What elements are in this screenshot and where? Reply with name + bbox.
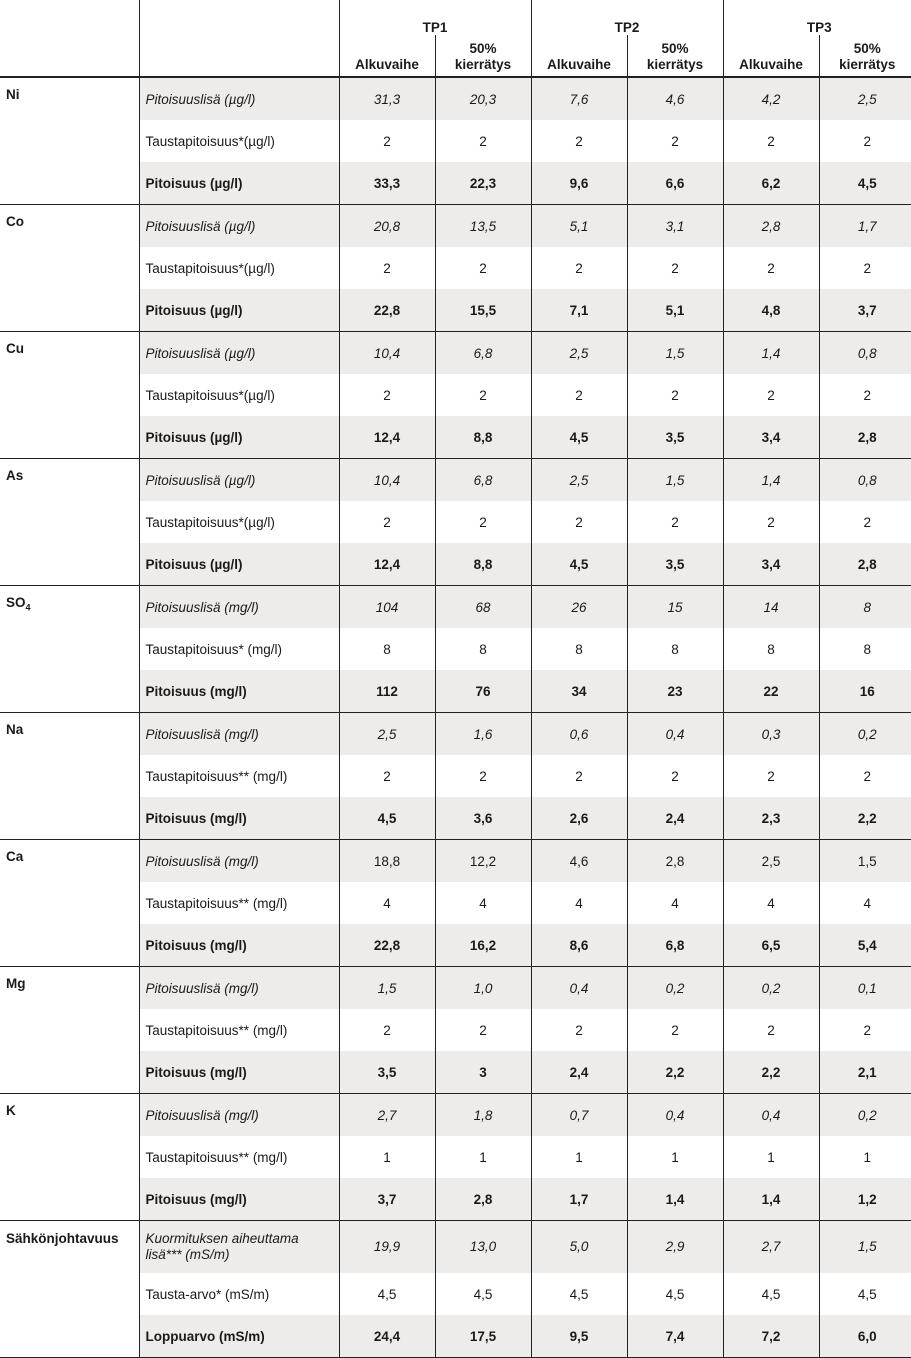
value-cell: 1,4 xyxy=(723,332,819,375)
value-cell: 7,2 xyxy=(723,1315,819,1358)
value-cell: 1,6 xyxy=(435,713,531,756)
value-cell: 2,9 xyxy=(627,1221,723,1274)
value-cell: 1,4 xyxy=(723,1178,819,1221)
value-cell: 7,1 xyxy=(531,289,627,332)
value-cell: 1,5 xyxy=(819,840,911,883)
value-cell: 2 xyxy=(531,1009,627,1051)
value-cell: 4,5 xyxy=(531,1273,627,1315)
value-cell: 3,7 xyxy=(339,1178,435,1221)
header-empty-cell xyxy=(0,0,139,35)
value-cell: 22 xyxy=(723,670,819,713)
value-cell: 2,2 xyxy=(723,1051,819,1094)
value-cell: 2 xyxy=(435,1009,531,1051)
value-cell: 24,4 xyxy=(339,1315,435,1358)
value-cell: 33,3 xyxy=(339,162,435,205)
element-name-cell xyxy=(0,1136,139,1178)
value-cell: 1 xyxy=(339,1136,435,1178)
value-cell: 4,5 xyxy=(819,162,911,205)
value-cell: 8 xyxy=(819,628,911,670)
element-name-cell xyxy=(0,1178,139,1221)
row-label: Pitoisuus (mg/l) xyxy=(139,924,339,967)
value-cell: 2 xyxy=(339,1009,435,1051)
value-cell: 2 xyxy=(819,755,911,797)
row-label: Pitoisuuslisä (mg/l) xyxy=(139,1094,339,1137)
row-label: Pitoisuuslisä (µg/l) xyxy=(139,205,339,248)
value-cell: 2 xyxy=(339,120,435,162)
value-cell: 1,7 xyxy=(819,205,911,248)
value-cell: 2 xyxy=(435,501,531,543)
value-cell: 2 xyxy=(819,374,911,416)
value-cell: 5,0 xyxy=(531,1221,627,1274)
value-cell: 0,4 xyxy=(531,967,627,1010)
value-cell: 2 xyxy=(339,501,435,543)
table-row xyxy=(0,247,911,289)
value-cell: 13,0 xyxy=(435,1221,531,1274)
element-name-cell xyxy=(0,501,139,543)
header-group-tp2: TP2 xyxy=(531,0,723,35)
value-cell: 0,1 xyxy=(819,967,911,1010)
value-cell: 2 xyxy=(339,247,435,289)
header-subcol-initial: Alkuvaihe xyxy=(339,35,435,77)
value-cell: 20,3 xyxy=(435,77,531,120)
row-label: Pitoisuuslisä (mg/l) xyxy=(139,967,339,1010)
value-cell: 4,5 xyxy=(435,1273,531,1315)
row-label: Pitoisuus (µg/l) xyxy=(139,416,339,459)
element-name-cell xyxy=(0,1094,139,1137)
table-body xyxy=(0,77,911,1358)
value-cell: 1 xyxy=(531,1136,627,1178)
value-cell: 17,5 xyxy=(435,1315,531,1358)
value-cell: 0,2 xyxy=(627,967,723,1010)
value-cell: 5,1 xyxy=(531,205,627,248)
header-group-tp3: TP3 xyxy=(723,0,911,35)
table-row xyxy=(0,628,911,670)
value-cell: 16 xyxy=(819,670,911,713)
value-cell: 0,8 xyxy=(819,459,911,502)
value-cell: 2 xyxy=(723,1009,819,1051)
value-cell: 8 xyxy=(339,628,435,670)
value-cell: 6,2 xyxy=(723,162,819,205)
value-cell: 2 xyxy=(435,120,531,162)
value-cell: 2 xyxy=(627,501,723,543)
value-cell: 2 xyxy=(723,755,819,797)
value-cell: 1 xyxy=(819,1136,911,1178)
table-row xyxy=(0,797,911,840)
value-cell: 31,3 xyxy=(339,77,435,120)
value-cell: 2,5 xyxy=(531,459,627,502)
element-name-cell xyxy=(0,1273,139,1315)
value-cell: 0,2 xyxy=(723,967,819,1010)
value-cell: 4,2 xyxy=(723,77,819,120)
table-row xyxy=(0,1009,911,1051)
value-cell: 2,4 xyxy=(531,1051,627,1094)
element-name-cell xyxy=(0,416,139,459)
element-name-cell xyxy=(0,840,139,883)
header-group-tp1: TP1 xyxy=(339,0,531,35)
value-cell: 8,8 xyxy=(435,543,531,586)
value-cell: 8,6 xyxy=(531,924,627,967)
table-row xyxy=(0,332,911,375)
value-cell: 2,5 xyxy=(723,840,819,883)
value-cell: 1,4 xyxy=(723,459,819,502)
row-label: Taustapitoisuus** (mg/l) xyxy=(139,1136,339,1178)
table-row xyxy=(0,1051,911,1094)
value-cell: 10,4 xyxy=(339,459,435,502)
row-label: Taustapitoisuus*(µg/l) xyxy=(139,247,339,289)
value-cell: 6,8 xyxy=(627,924,723,967)
value-cell: 76 xyxy=(435,670,531,713)
element-name-cell xyxy=(0,459,139,502)
value-cell: 8,8 xyxy=(435,416,531,459)
element-name-cell xyxy=(0,1051,139,1094)
value-cell: 2 xyxy=(819,247,911,289)
value-cell: 4,5 xyxy=(531,543,627,586)
value-cell: 4,5 xyxy=(819,1273,911,1315)
value-cell: 14 xyxy=(723,586,819,629)
value-cell: 15 xyxy=(627,586,723,629)
value-cell: 6,8 xyxy=(435,332,531,375)
value-cell: 34 xyxy=(531,670,627,713)
value-cell: 3,4 xyxy=(723,543,819,586)
element-name: SO xyxy=(6,595,26,610)
value-cell: 2 xyxy=(627,1009,723,1051)
row-label: Pitoisuuslisä (µg/l) xyxy=(139,459,339,502)
value-cell: 4,5 xyxy=(627,1273,723,1315)
table-row xyxy=(0,670,911,713)
value-cell: 3,5 xyxy=(627,543,723,586)
value-cell: 3,7 xyxy=(819,289,911,332)
table-row xyxy=(0,1315,911,1358)
value-cell: 3 xyxy=(435,1051,531,1094)
value-cell: 2 xyxy=(531,755,627,797)
element-name-cell xyxy=(0,1009,139,1051)
table-row xyxy=(0,1136,911,1178)
value-cell: 0,4 xyxy=(627,713,723,756)
value-cell: 1 xyxy=(435,1136,531,1178)
value-cell: 2,7 xyxy=(723,1221,819,1274)
header-empty-cell xyxy=(0,35,139,77)
value-cell: 2,8 xyxy=(819,543,911,586)
value-cell: 2 xyxy=(531,247,627,289)
value-cell: 2,2 xyxy=(819,797,911,840)
value-cell: 2,5 xyxy=(819,77,911,120)
table-row xyxy=(0,374,911,416)
element-name-cell xyxy=(0,924,139,967)
value-cell: 8 xyxy=(627,628,723,670)
value-cell: 22,8 xyxy=(339,924,435,967)
value-cell: 13,5 xyxy=(435,205,531,248)
table-row xyxy=(0,1094,911,1137)
value-cell: 2,7 xyxy=(339,1094,435,1137)
value-cell: 1,4 xyxy=(627,1178,723,1221)
row-label: Taustapitoisuus*(µg/l) xyxy=(139,501,339,543)
row-label: Pitoisuus (mg/l) xyxy=(139,797,339,840)
row-label: Loppuarvo (mS/m) xyxy=(139,1315,339,1358)
value-cell: 5,1 xyxy=(627,289,723,332)
value-cell: 0,4 xyxy=(627,1094,723,1137)
value-cell: 2 xyxy=(723,247,819,289)
row-label: Taustapitoisuus** (mg/l) xyxy=(139,882,339,924)
value-cell: 1,5 xyxy=(627,459,723,502)
value-cell: 2,5 xyxy=(531,332,627,375)
value-cell: 2 xyxy=(627,755,723,797)
element-name-cell xyxy=(0,882,139,924)
row-label: Pitoisuus (mg/l) xyxy=(139,1178,339,1221)
value-cell: 2 xyxy=(435,247,531,289)
value-cell: 2,2 xyxy=(627,1051,723,1094)
value-cell: 6,6 xyxy=(627,162,723,205)
value-cell: 4 xyxy=(627,882,723,924)
table-row xyxy=(0,120,911,162)
element-name: Sähkönjohtavuus xyxy=(6,1231,119,1246)
value-cell: 0,3 xyxy=(723,713,819,756)
value-cell: 5,4 xyxy=(819,924,911,967)
value-cell: 104 xyxy=(339,586,435,629)
table-row xyxy=(0,205,911,248)
value-cell: 1,5 xyxy=(339,967,435,1010)
value-cell: 4,5 xyxy=(339,1273,435,1315)
table-row xyxy=(0,713,911,756)
value-cell: 3,4 xyxy=(723,416,819,459)
value-cell: 2 xyxy=(723,374,819,416)
value-cell: 0,2 xyxy=(819,1094,911,1137)
header-subcol-initial: Alkuvaihe xyxy=(723,35,819,77)
value-cell: 6,5 xyxy=(723,924,819,967)
value-cell: 22,8 xyxy=(339,289,435,332)
value-cell: 15,5 xyxy=(435,289,531,332)
value-cell: 2 xyxy=(435,755,531,797)
row-label: Tausta-arvo* (mS/m) xyxy=(139,1273,339,1315)
value-cell: 2,1 xyxy=(819,1051,911,1094)
value-cell: 4 xyxy=(819,882,911,924)
row-label: Taustapitoisuus*(µg/l) xyxy=(139,374,339,416)
header-empty-cell xyxy=(139,0,339,35)
value-cell: 1 xyxy=(723,1136,819,1178)
value-cell: 3,6 xyxy=(435,797,531,840)
element-name: Ni xyxy=(6,87,20,102)
value-cell: 2 xyxy=(339,755,435,797)
element-name-cell xyxy=(0,713,139,756)
row-label: Taustapitoisuus** (mg/l) xyxy=(139,755,339,797)
value-cell: 0,8 xyxy=(819,332,911,375)
row-label: Pitoisuus (mg/l) xyxy=(139,670,339,713)
table-row xyxy=(0,840,911,883)
value-cell: 3,5 xyxy=(627,416,723,459)
value-cell: 4,5 xyxy=(531,416,627,459)
value-cell: 23 xyxy=(627,670,723,713)
element-name-cell xyxy=(0,374,139,416)
value-cell: 3,5 xyxy=(339,1051,435,1094)
header-subcol-recycling: 50% kierrätys xyxy=(819,35,911,77)
table-row xyxy=(0,501,911,543)
table-row xyxy=(0,586,911,629)
value-cell: 18,8 xyxy=(339,840,435,883)
element-name: Na xyxy=(6,722,24,737)
table-row xyxy=(0,967,911,1010)
row-label: Pitoisuus (µg/l) xyxy=(139,289,339,332)
value-cell: 4,5 xyxy=(723,1273,819,1315)
value-cell: 12,2 xyxy=(435,840,531,883)
value-cell: 4 xyxy=(435,882,531,924)
value-cell: 2 xyxy=(723,501,819,543)
value-cell: 2,8 xyxy=(627,840,723,883)
element-name-cell xyxy=(0,543,139,586)
header-subcol-initial: Alkuvaihe xyxy=(531,35,627,77)
value-cell: 2 xyxy=(627,247,723,289)
value-cell: 3,1 xyxy=(627,205,723,248)
table-row xyxy=(0,924,911,967)
value-cell: 20,8 xyxy=(339,205,435,248)
value-cell: 19,9 xyxy=(339,1221,435,1274)
element-name-cell xyxy=(0,247,139,289)
value-cell: 68 xyxy=(435,586,531,629)
value-cell: 7,6 xyxy=(531,77,627,120)
element-name-cell xyxy=(0,1221,139,1274)
value-cell: 2 xyxy=(819,1009,911,1051)
element-name: K xyxy=(6,1103,16,1118)
table-row xyxy=(0,882,911,924)
value-cell: 0,6 xyxy=(531,713,627,756)
value-cell: 6,8 xyxy=(435,459,531,502)
element-name-cell xyxy=(0,586,139,629)
element-name-cell xyxy=(0,205,139,248)
row-label: Kuormituksen aiheuttama lisä*** (mS/m) xyxy=(139,1221,339,1274)
value-cell: 2 xyxy=(627,374,723,416)
row-label: Pitoisuus (µg/l) xyxy=(139,543,339,586)
table-row xyxy=(0,1221,911,1274)
row-label: Taustapitoisuus* (mg/l) xyxy=(139,628,339,670)
element-name: Mg xyxy=(6,976,26,991)
table-header xyxy=(0,0,911,77)
value-cell: 8 xyxy=(531,628,627,670)
value-cell: 26 xyxy=(531,586,627,629)
row-label: Pitoisuuslisä (µg/l) xyxy=(139,77,339,120)
table-row xyxy=(0,543,911,586)
row-label: Pitoisuuslisä (mg/l) xyxy=(139,713,339,756)
element-name-cell xyxy=(0,670,139,713)
element-name: As xyxy=(6,468,24,483)
element-name-cell xyxy=(0,120,139,162)
value-cell: 2 xyxy=(531,374,627,416)
element-name-cell xyxy=(0,797,139,840)
value-cell: 2 xyxy=(723,120,819,162)
value-cell: 2,8 xyxy=(435,1178,531,1221)
element-subscript: 4 xyxy=(25,602,31,613)
element-name-cell xyxy=(0,967,139,1010)
value-cell: 4 xyxy=(531,882,627,924)
table-row xyxy=(0,77,911,120)
value-cell: 4,8 xyxy=(723,289,819,332)
value-cell: 2 xyxy=(531,501,627,543)
element-name: Co xyxy=(6,214,24,229)
value-cell: 12,4 xyxy=(339,416,435,459)
value-cell: 4,6 xyxy=(627,77,723,120)
value-cell: 22,3 xyxy=(435,162,531,205)
value-cell: 1 xyxy=(627,1136,723,1178)
header-subcol-recycling: 50% kierrätys xyxy=(627,35,723,77)
value-cell: 2,8 xyxy=(723,205,819,248)
value-cell: 4 xyxy=(339,882,435,924)
value-cell: 8 xyxy=(819,586,911,629)
value-cell: 9,6 xyxy=(531,162,627,205)
row-label: Pitoisuuslisä (µg/l) xyxy=(139,332,339,375)
row-label: Pitoisuus (mg/l) xyxy=(139,1051,339,1094)
element-name-cell xyxy=(0,289,139,332)
value-cell: 9,5 xyxy=(531,1315,627,1358)
table-row xyxy=(0,755,911,797)
row-label: Pitoisuuslisä (mg/l) xyxy=(139,840,339,883)
value-cell: 16,2 xyxy=(435,924,531,967)
value-cell: 8 xyxy=(435,628,531,670)
value-cell: 2 xyxy=(435,374,531,416)
value-cell: 6,0 xyxy=(819,1315,911,1358)
element-name-cell xyxy=(0,1315,139,1358)
header-subcol-recycling: 50% kierrätys xyxy=(435,35,531,77)
value-cell: 12,4 xyxy=(339,543,435,586)
value-cell: 2 xyxy=(339,374,435,416)
value-cell: 2,8 xyxy=(819,416,911,459)
element-name-cell xyxy=(0,332,139,375)
value-cell: 8 xyxy=(723,628,819,670)
element-name-cell xyxy=(0,162,139,205)
value-cell: 2,3 xyxy=(723,797,819,840)
element-name-cell xyxy=(0,628,139,670)
value-cell: 112 xyxy=(339,670,435,713)
row-label: Taustapitoisuus** (mg/l) xyxy=(139,1009,339,1051)
element-name: Ca xyxy=(6,849,24,864)
value-cell: 7,4 xyxy=(627,1315,723,1358)
value-cell: 2 xyxy=(819,501,911,543)
value-cell: 4,5 xyxy=(339,797,435,840)
value-cell: 0,2 xyxy=(819,713,911,756)
value-cell: 1,0 xyxy=(435,967,531,1010)
row-label: Pitoisuuslisä (mg/l) xyxy=(139,586,339,629)
row-label: Pitoisuus (µg/l) xyxy=(139,162,339,205)
element-name-cell xyxy=(0,77,139,120)
value-cell: 2,6 xyxy=(531,797,627,840)
value-cell: 4 xyxy=(723,882,819,924)
table-row xyxy=(0,1273,911,1315)
table-row xyxy=(0,416,911,459)
value-cell: 2,4 xyxy=(627,797,723,840)
value-cell: 1,7 xyxy=(531,1178,627,1221)
value-cell: 2,5 xyxy=(339,713,435,756)
table-row xyxy=(0,162,911,205)
value-cell: 1,5 xyxy=(627,332,723,375)
table-row xyxy=(0,1178,911,1221)
header-empty-cell xyxy=(139,35,339,77)
element-name: Cu xyxy=(6,341,24,356)
row-label: Taustapitoisuus*(µg/l) xyxy=(139,120,339,162)
value-cell: 0,4 xyxy=(723,1094,819,1137)
value-cell: 1,2 xyxy=(819,1178,911,1221)
element-name-cell xyxy=(0,755,139,797)
value-cell: 10,4 xyxy=(339,332,435,375)
value-cell: 1,8 xyxy=(435,1094,531,1137)
table-row xyxy=(0,289,911,332)
value-cell: 2 xyxy=(819,120,911,162)
value-cell: 0,7 xyxy=(531,1094,627,1137)
value-cell: 1,5 xyxy=(819,1221,911,1274)
value-cell: 2 xyxy=(531,120,627,162)
value-cell: 2 xyxy=(627,120,723,162)
table-row xyxy=(0,459,911,502)
value-cell: 4,6 xyxy=(531,840,627,883)
